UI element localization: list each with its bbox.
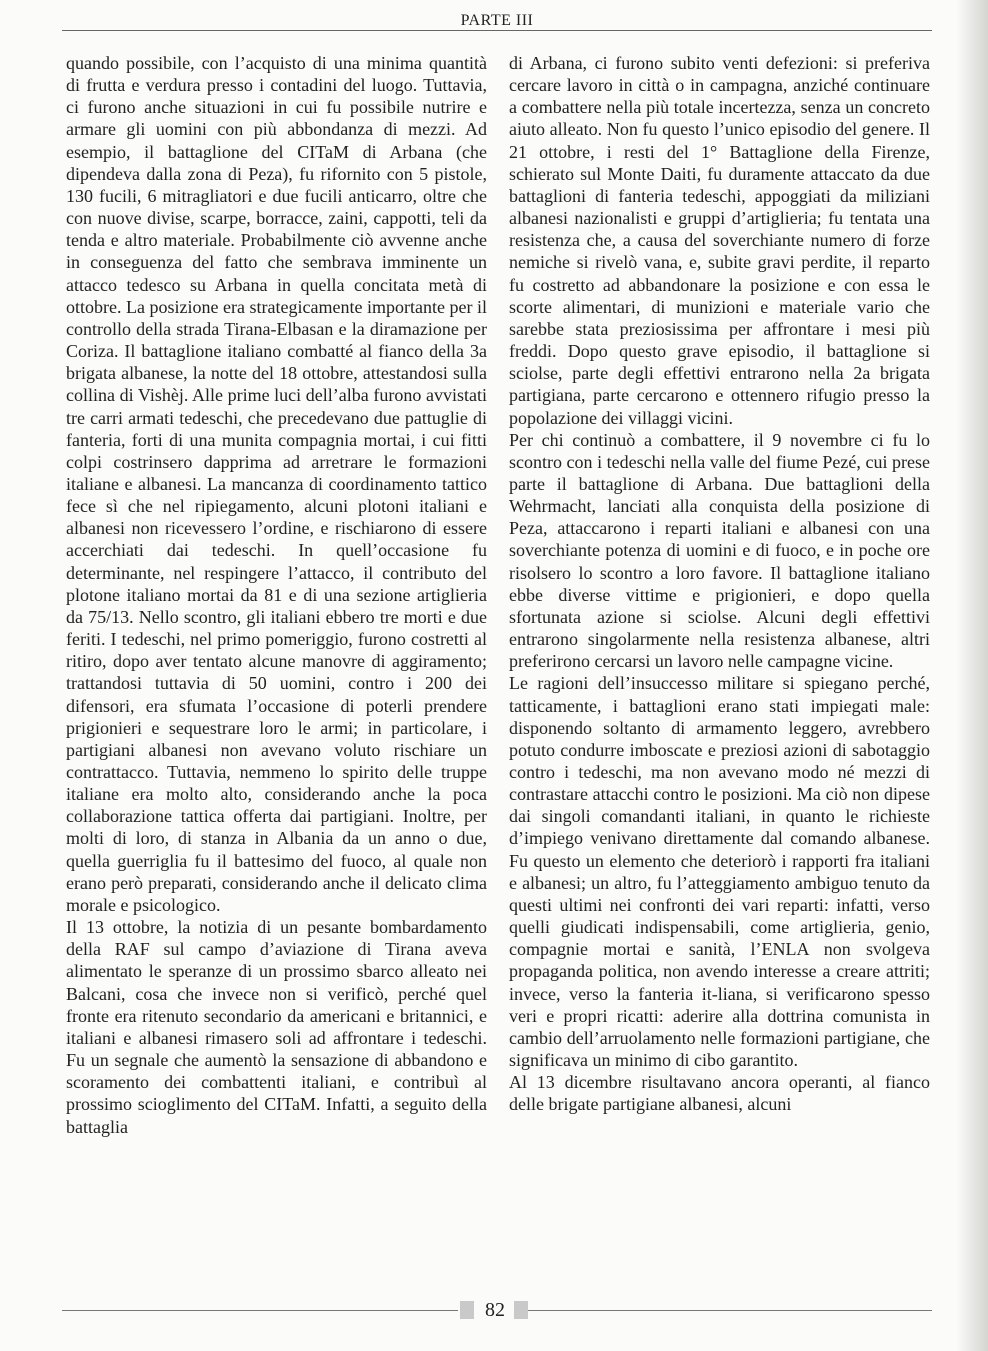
paragraph: Al 13 dicembre risultavano ancora operanti, al fianco delle brigate partigiane albanesi, alcuni (509, 1072, 930, 1115)
running-header (62, 8, 932, 31)
paragraph: Per chi continuò a combattere, il 9 novembre ci fu lo scontro con i tedeschi nella valle del fiume Pezé, cui prese parte il battaglione di Arbana. Due battaglioni della Wehrmacht, lanciati alla conquista della posizione di Peza, attaccarono i reparti italiani e albanesi con una soverchiante potenza di uomini e di fuoco, e in poche ore risolsero lo scontro a loro favore. Il battaglione italiano ebbe diverse vittime e prigionieri, e dopo quella sfortunata azione si sciolse. Alcuni degli effettivi entrarono singolarmente nella resistenza albanese, altri preferirono cercarsi un lavoro nelle campagne vicine. (509, 429, 930, 672)
paragraph: di Arbana, ci furono subito venti defezioni: si preferiva cercare lavoro in città o in campagna, anziché continuare a combattere nella più totale incertezza, senza un concreto aiuto alleato. Non fu questo l’unico episodio del genere. Il 21 ottobre, i resti del 1° Battaglione della Firenze, schierato sul Monte Daiti, fu duramente attaccato da due battaglioni di fanteria tedeschi, appoggiati da miliziani albanesi nazionalisti e gruppi d’artiglieria; fu tentata una resistenza che, a causa del soverchiante numero di forze nemiche si rivelò vana, e, subite gravi perdite, il reparto fu costretto ad abbandonare la posizione e con essa le scorte alimentari, di munizioni e materiale vario che sarebbe stata preziosissima per affrontare i mesi più freddi. Dopo questo grave episodio, il battaglione si sciolse, parte degli effettivi entrarono nella 2a brigata partigiana, parte cercarono e ottennero rifugio presso la popolazione dei villaggi vicini. (509, 53, 930, 428)
paragraph: quando possibile, con l’acquisto di una minima quantità di frutta e verdura presso i contadini del luogo. Tuttavia, ci furono anche situazioni in cui fu possibile nutrire e armare gli uomini con più abbondanza di mezzi. Ad esempio, il battaglione del CITaM di Arbana (che dipendeva dalla zona di Peza), fu rifornito con 5 pistole, 130 fucili, 6 mitragliatori e due fucili anticarro, oltre che con nuove divise, scarpe, borracce, zaini, cappotti, teli da tenda e altro materiale. Probabilmente ciò avvenne anche in conseguenza del fatto che sembrava imminente un attacco tedesco su Arbana in quella concitata metà di ottobre. La posizione era strategicamente importante per il controllo della strada Tirana-Elbasan e la diramazione per Coriza. Il battaglione italiano combatté al fianco della 3a brigata albanese, la notte del 18 ottobre, attestandosi sulla collina di Vishèj. Alle prime luci dell’alba furono avvistati tre carri armati tedeschi, che precedevano due pattuglie di fanteria, forti di una munita compagnia mortai, i cui fitti colpi costrinsero dapprima ad arretrare le formazioni italiane e albanesi. La mancanza di coordinamento tattico fece sì che nel ripiegamento, alcuni plotoni italiani e albanesi non ricevessero l’ordine, e rischiarono di essere accerchiati dai tedeschi. In quell’occasione fu determinante, nel respingere l’attacco, il contributo del plotone italiano mortai da 81 e di una sezione artiglieria da 75/13. Nello scontro, gli italiani ebbero tre morti e due feriti. I tedeschi, nel primo pomeriggio, furono costretti al ritiro, dopo aver tentato alcune manovre di aggiramento; trattandosi tuttavia di 50 uomini, contro i 200 dei difensori, era sfumata l’occasione di poterli prendere prigionieri e sequestrare loro le armi; in particolare, i partigiani albanesi non avevano voluto rischiare un contrattacco. Tuttavia, nemmeno lo spirito delle truppe italiane era molto alto, considerando anche la poca collaborazione tattica offerta dai partigiani. Inoltre, per molti di loro, di stanza in Albania da un anno o due, quella guerriglia fu il battesimo del fuoco, al quale non erano però preparati, considerando anche il delicato clima morale e psicologico. (66, 53, 487, 915)
footer-ornament-left (460, 1301, 474, 1319)
footer-ornament-right (514, 1301, 528, 1319)
paragraph: Le ragioni dell’insuccesso militare si spiegano perché, tatticamente, i battaglioni erano stati impiegati male: disponendo soltanto di armamento leggero, avrebbero potuto condurre imboscate e preziosi azioni di sabotaggio contro i tedeschi, ma non avevano modo né mezzi di contrastare attacchi contro le posizioni. Ma ciò non dipese dai singoli comandanti italiani, in quanto le richieste d’impiego venivano direttamente dal comando albanese. Fu questo un elemento che deteriorò i rapporti fra italiani e albanesi; un altro, fu l’atteggiamento ambiguo tenuto da questi ultimi nei confronti dei vari reparti: infatti, verso quelli giudicati indispensabili, come artiglieria, genio, compagnie mortai e sanità, l’ENLA non svolgeva propaganda politica, non avendo interesse a creare attriti; invece, verso la fanteria it-liana, si verificarono spesso veri e propri ricatti: aderire alla dottrina comunista in cambio dell’arruolamento nelle formazioni partigiane, che significava un minimo di cibo garantito. (509, 673, 930, 1071)
page-edge-shadow (956, 0, 988, 1351)
text-column-left (66, 52, 487, 1138)
text-column-right (509, 52, 930, 1116)
section-title: PARTE III (460, 12, 534, 29)
footer-rule-right (528, 1310, 932, 1311)
footer-rule-left (62, 1310, 458, 1311)
page-number: 82 (485, 1299, 505, 1321)
paragraph: Il 13 ottobre, la notizia di un pesante bombardamento della RAF sul campo d’aviazione di Tirana aveva alimentato le speranze di un prossimo sbarco alleato nei Balcani, cosa che invece non si verificò, perché quel fronte era ritenuto secondario da americani e britannici, e italiani e albanesi rimasero soli ad affrontare i tedeschi. Fu un segnale che aumentò la sensazione di abbandono e scoramento dei combattenti italiani, e contribuì al prossimo scioglimento del CITaM. Infatti, a seguito della battaglia (66, 917, 487, 1137)
